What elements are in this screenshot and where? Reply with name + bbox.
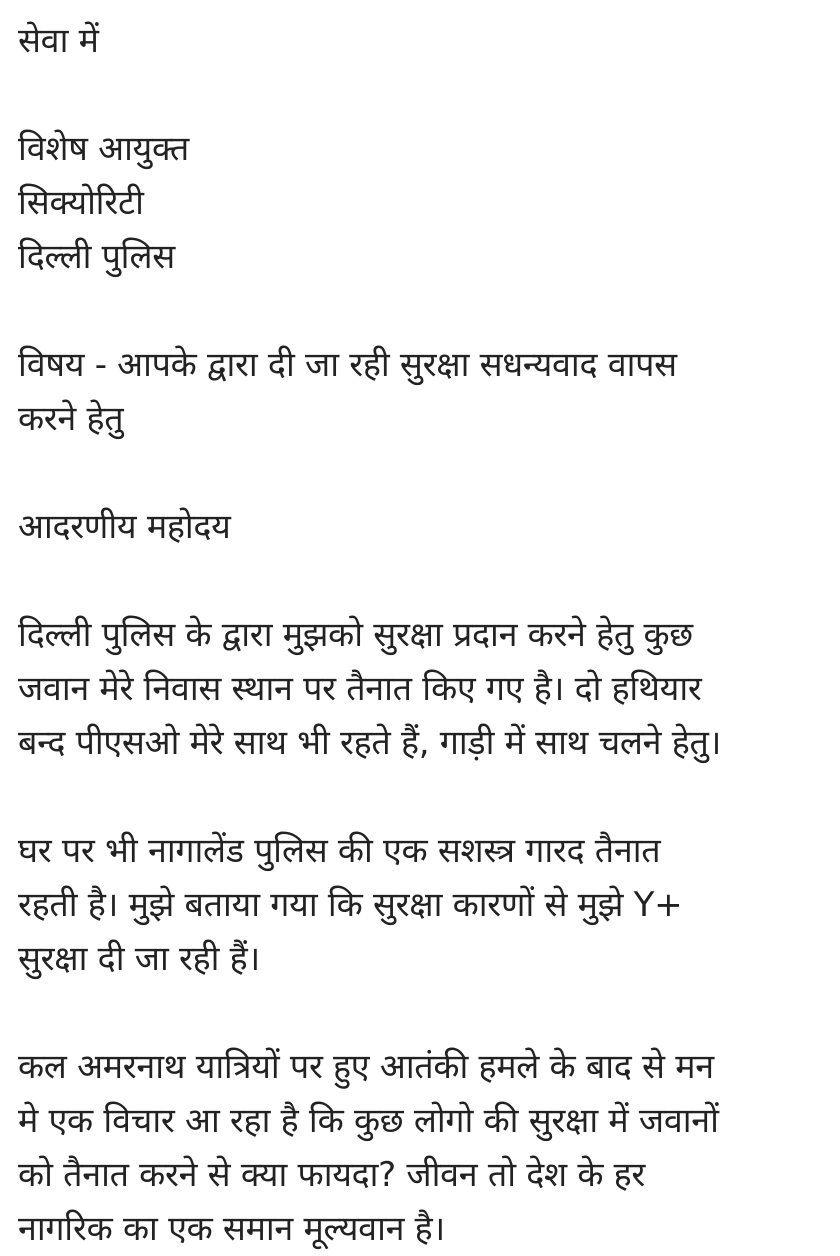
salutation-to: सेवा में — [18, 21, 99, 61]
paragraph-line: रहती है। मुझे बताया गया कि सुरक्षा कारणों से मुझे Y+ — [18, 885, 683, 925]
paragraph-line: घर पर भी नागालेंड पुलिस की एक सशस्त्र गारद तैनात — [18, 831, 661, 871]
subject-line: करने हेतु — [18, 399, 124, 439]
paragraph-line: मे एक विचार आ रहा है कि कुछ लोगो की सुरक्षा में जवानों — [18, 1101, 719, 1141]
paragraph-line: नागरिक का एक समान मूल्यवान है। — [18, 1209, 446, 1249]
blank-line — [18, 770, 830, 824]
paragraph-line: को तैनात करने से क्या फायदा? जीवन तो देश के हर — [18, 1155, 646, 1195]
blank-line — [18, 446, 830, 500]
blank-line — [18, 986, 830, 1040]
recipient-block — [18, 122, 830, 284]
subject-block — [18, 338, 830, 446]
blank-line — [18, 284, 830, 338]
blank-line — [18, 68, 830, 122]
subject-line: विषय - आपके द्वारा दी जा रही सुरक्षा सधन्यवाद वापस — [18, 345, 677, 385]
paragraph-3 — [18, 1040, 830, 1256]
recipient-department: सिक्योरिटी — [18, 183, 144, 223]
paragraph-2 — [18, 824, 830, 986]
letter-body — [18, 14, 830, 1256]
paragraph-line: सुरक्षा दी जा रही हैं। — [18, 939, 261, 979]
paragraph-line: दिल्ली पुलिस के द्वारा मुझको सुरक्षा प्रदान करने हेतु कुछ — [18, 615, 693, 655]
paragraph-line: जवान मेरे निवास स्थान पर तैनात किए गए है। दो हथियार — [18, 669, 702, 709]
recipient-title: विशेष आयुक्त — [18, 129, 189, 169]
paragraph-line: बन्द पीएसओ मेरे साथ भी रहते हैं, गाड़ी में साथ चलने हेतु। — [18, 723, 722, 763]
paragraph-line: कल अमरनाथ यात्रियों पर हुए आतंकी हमले के बाद से मन — [18, 1047, 714, 1087]
greeting: आदरणीय महोदय — [18, 507, 231, 547]
paragraph-1 — [18, 608, 830, 770]
recipient-organization: दिल्ली पुलिस — [18, 237, 175, 277]
blank-line — [18, 554, 830, 608]
